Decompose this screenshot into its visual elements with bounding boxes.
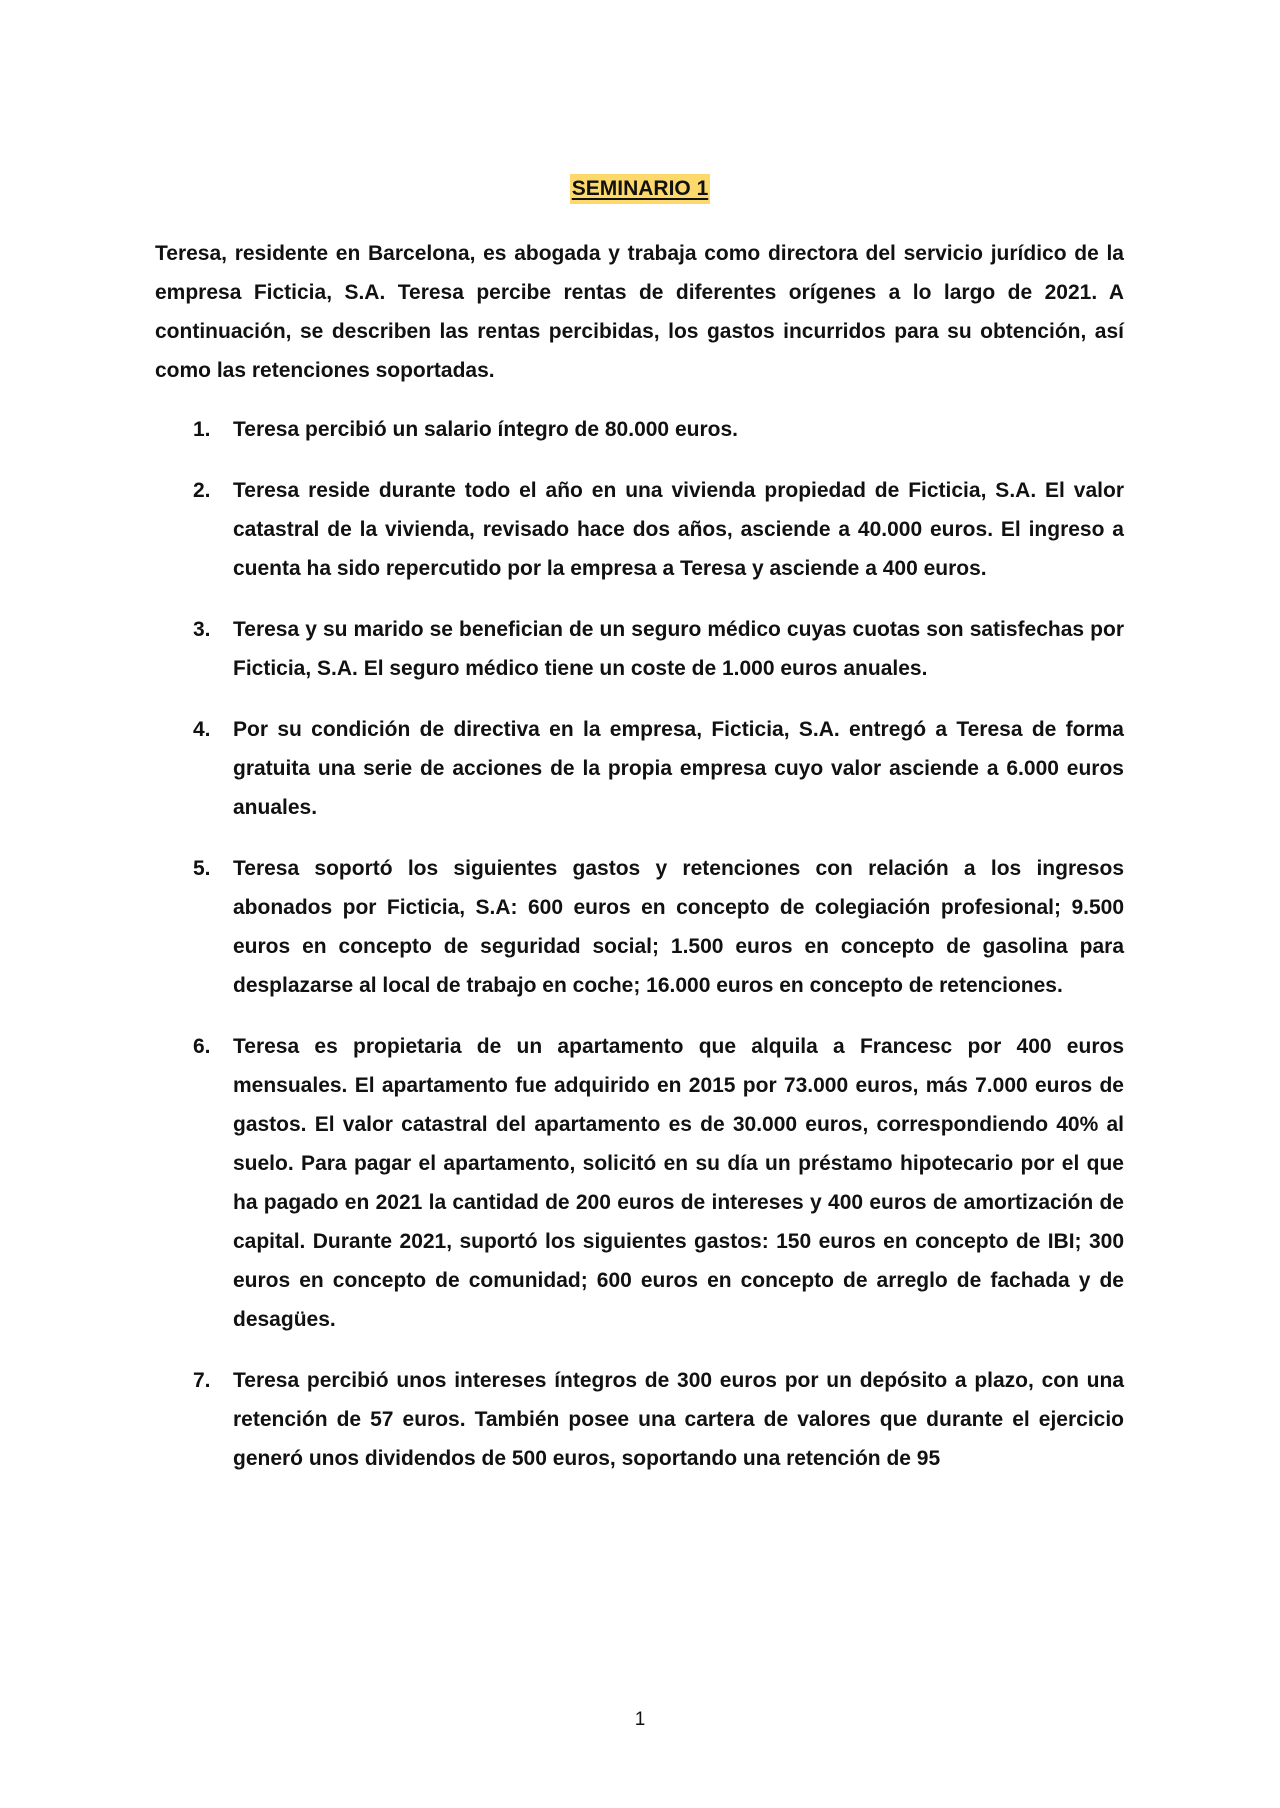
list-item-number: 2.: [193, 479, 211, 502]
list-item-text: Teresa percibió un salario íntegro de 80.000 euros.: [233, 418, 738, 441]
intro-paragraph: Teresa, residente en Barcelona, es abogada y trabaja como directora del servicio jurídico de la empresa Ficticia, S.A. Teresa percibe rentas de diferentes orígenes a lo largo de 2021. A continuación, se describen las rentas percibidas, los gastos incurridos para su obtención, así como las retenciones soportadas.: [155, 242, 1124, 382]
list-item-number: 7.: [193, 1369, 211, 1392]
list-item: [155, 1027, 1124, 1339]
list-item-text: Teresa es propietaria de un apartamento que alquila a Francesc por 400 euros mensuales. El apartamento fue adquirido en 2015 por 73.000 euros, más 7.000 euros de gastos. El valor catastral del apartamento es de 30.000 euros, correspondiendo 40% al suelo. Para pagar el apartamento, solicitó en su día un préstamo hipotecario por el que ha pagado en 2021 la cantidad de 200 euros de intereses y 400 euros de amortización de capital. Durante 2021, suportó los siguientes gastos: 150 euros en concepto de IBI; 300 euros en concepto de comunidad; 600 euros en concepto de arreglo de fachada y de desagües.: [233, 1035, 1124, 1331]
title-container: [0, 174, 1280, 204]
list-item: [155, 1361, 1124, 1478]
list-item-number: 4.: [193, 718, 211, 741]
list-item-number: 3.: [193, 618, 211, 641]
page-number: 1: [634, 1709, 646, 1730]
list-item-text: Por su condición de directiva en la empresa, Ficticia, S.A. entregó a Teresa de forma gratuita una serie de acciones de la propia empresa cuyo valor asciende a 6.000 euros anuales.: [233, 718, 1124, 819]
list-item-number: 6.: [193, 1035, 211, 1058]
list-item: [155, 849, 1124, 1005]
list-item: [155, 610, 1124, 688]
list-item-number: 1.: [193, 418, 211, 441]
list-item: [155, 710, 1124, 827]
list-item-text: Teresa percibió unos intereses íntegros de 300 euros por un depósito a plazo, con una retención de 57 euros. También posee una cartera de valores que durante el ejercicio generó unos dividendos de 500 euros, soportando una retención de 95: [233, 1369, 1124, 1470]
list-item-number: 5.: [193, 857, 211, 880]
list-item-text: Teresa y su marido se benefician de un seguro médico cuyas cuotas son satisfechas por Ficticia, S.A. El seguro médico tiene un coste de 1.000 euros anuales.: [233, 618, 1124, 680]
numbered-list: [155, 410, 1124, 1500]
list-item: [155, 410, 1124, 449]
list-item-text: Teresa soportó los siguientes gastos y retenciones con relación a los ingresos abonados por Ficticia, S.A: 600 euros en concepto de colegiación profesional; 9.500 euros en concepto de seguridad social; 1.500 euros en concepto de gasolina para desplazarse al local de trabajo en coche; 16.000 euros en concepto de retenciones.: [233, 857, 1124, 997]
page-title: SEMINARIO 1: [570, 174, 711, 204]
list-item-text: Teresa reside durante todo el año en una vivienda propiedad de Ficticia, S.A. El valor catastral de la vivienda, revisado hace dos años, asciende a 40.000 euros. El ingreso a cuenta ha sido repercutido por la empresa a Teresa y asciende a 400 euros.: [233, 479, 1124, 580]
list-item: [155, 471, 1124, 588]
